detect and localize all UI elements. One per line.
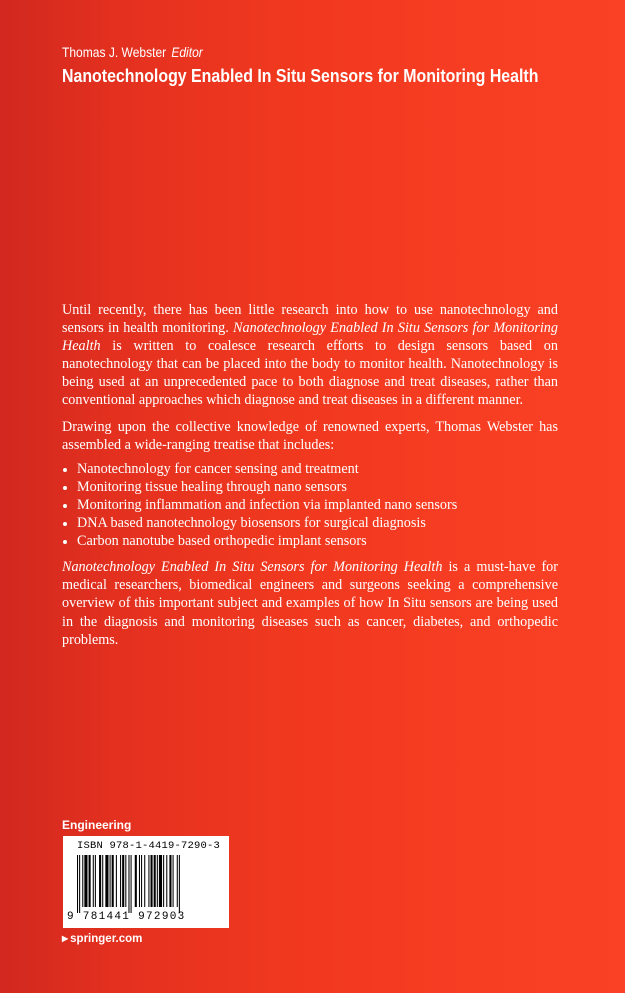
barcode-bar <box>128 855 129 913</box>
blurb-paragraph-1-intro: Until recently, there has been little research into how to use nanotechnology and sensors in health monitoring. <box>62 302 558 337</box>
ean-digits: 9 781441 972903 <box>67 911 186 923</box>
list-item: Monitoring inflammation and infection via implanted nano sensors <box>62 496 558 514</box>
barcode-bar <box>105 855 108 907</box>
isbn-label: ISBN 978-1-4419-7290-3 <box>77 840 221 852</box>
barcode-bar <box>82 855 83 907</box>
barcode-bar <box>144 855 145 907</box>
blurb-paragraph-3-body: is a must-have for medical researchers, biomedical engineers and surgeons seeking a comprehensive overview of this important subject and examples of how In Situ sensors are being used in the diagnosis and monitoring diseases such as cancer, diabetes, and orthopedic problems. <box>62 559 558 648</box>
arrow-right-icon: ▶ <box>62 934 69 943</box>
barcode-bar <box>99 855 101 907</box>
barcode-bar <box>79 855 80 913</box>
blurb-paragraph-2: Drawing upon the collective knowledge of renowned experts, Thomas Webster has assembled a wide-ranging treatise that includes: <box>62 418 558 453</box>
barcode-bar <box>151 855 153 907</box>
editor-name: Thomas J. Webster <box>62 44 167 60</box>
blurb-paragraph-1-body: is written to coalesce research efforts to design sensors based on nanotechnology that can be placed into the body to monitor health. Nanotechnology is being used at an unprecedented pace to both diagnose and treat diseases, rather than conventional approaches which diagnose and treat diseases in a different manner. <box>62 338 558 409</box>
list-item: DNA based nanotechnology biosensors for surgical diagnosis <box>62 514 558 532</box>
barcode-bar <box>135 855 137 907</box>
barcode-bar <box>77 855 78 913</box>
list-item: Monitoring tissue healing through nano sensors <box>62 478 558 496</box>
list-item: Nanotechnology for cancer sensing and treatment <box>62 460 558 478</box>
barcode-bar <box>139 855 140 907</box>
barcode-bar <box>120 855 121 907</box>
barcode-bar <box>125 855 126 907</box>
blurb <box>62 301 558 649</box>
editor-line <box>62 44 203 60</box>
barcode-bar <box>154 855 156 907</box>
barcode-bar <box>179 855 180 913</box>
barcode-bar <box>141 855 142 907</box>
barcode-bar <box>84 855 87 907</box>
publisher-name: springer.com <box>70 933 143 945</box>
blurb-paragraph-1 <box>62 301 558 410</box>
barcode-bar <box>166 855 167 907</box>
barcode-bar <box>110 855 111 907</box>
book-title: Nanotechnology Enabled In Situ Sensors for Monitoring Health <box>62 65 539 86</box>
blurb-paragraph-3-title: Nanotechnology Enabled In Situ Sensors for Monitoring Health <box>62 559 443 576</box>
barcode <box>63 836 229 928</box>
editor-role: Editor <box>171 44 203 60</box>
list-item: Carbon nanotube based orthopedic implant sensors <box>62 532 558 550</box>
topic-list <box>62 460 558 550</box>
publisher-link[interactable] <box>62 933 142 945</box>
barcode-bar <box>112 855 114 907</box>
barcode-bar <box>173 855 174 907</box>
barcode-bar <box>89 855 91 907</box>
blurb-paragraph-3 <box>62 558 558 648</box>
category-label: Engineering <box>62 818 132 832</box>
barcode-bar <box>122 855 124 907</box>
barcode-bar <box>131 855 132 913</box>
barcode-bar <box>157 855 158 907</box>
barcode-bar <box>148 855 149 907</box>
barcode-bar <box>95 855 96 907</box>
barcode-bar <box>116 855 117 907</box>
barcode-bar <box>169 855 171 907</box>
barcode-bar <box>163 855 164 907</box>
barcode-bar <box>102 855 103 907</box>
barcode-bar <box>159 855 162 907</box>
barcode-bar <box>177 855 178 907</box>
barcode-bar <box>93 855 94 907</box>
blurb-paragraph-1-title: Nanotechnology Enabled In Situ Sensors for Monitoring Health <box>62 320 558 355</box>
barcode-bars <box>77 855 217 913</box>
